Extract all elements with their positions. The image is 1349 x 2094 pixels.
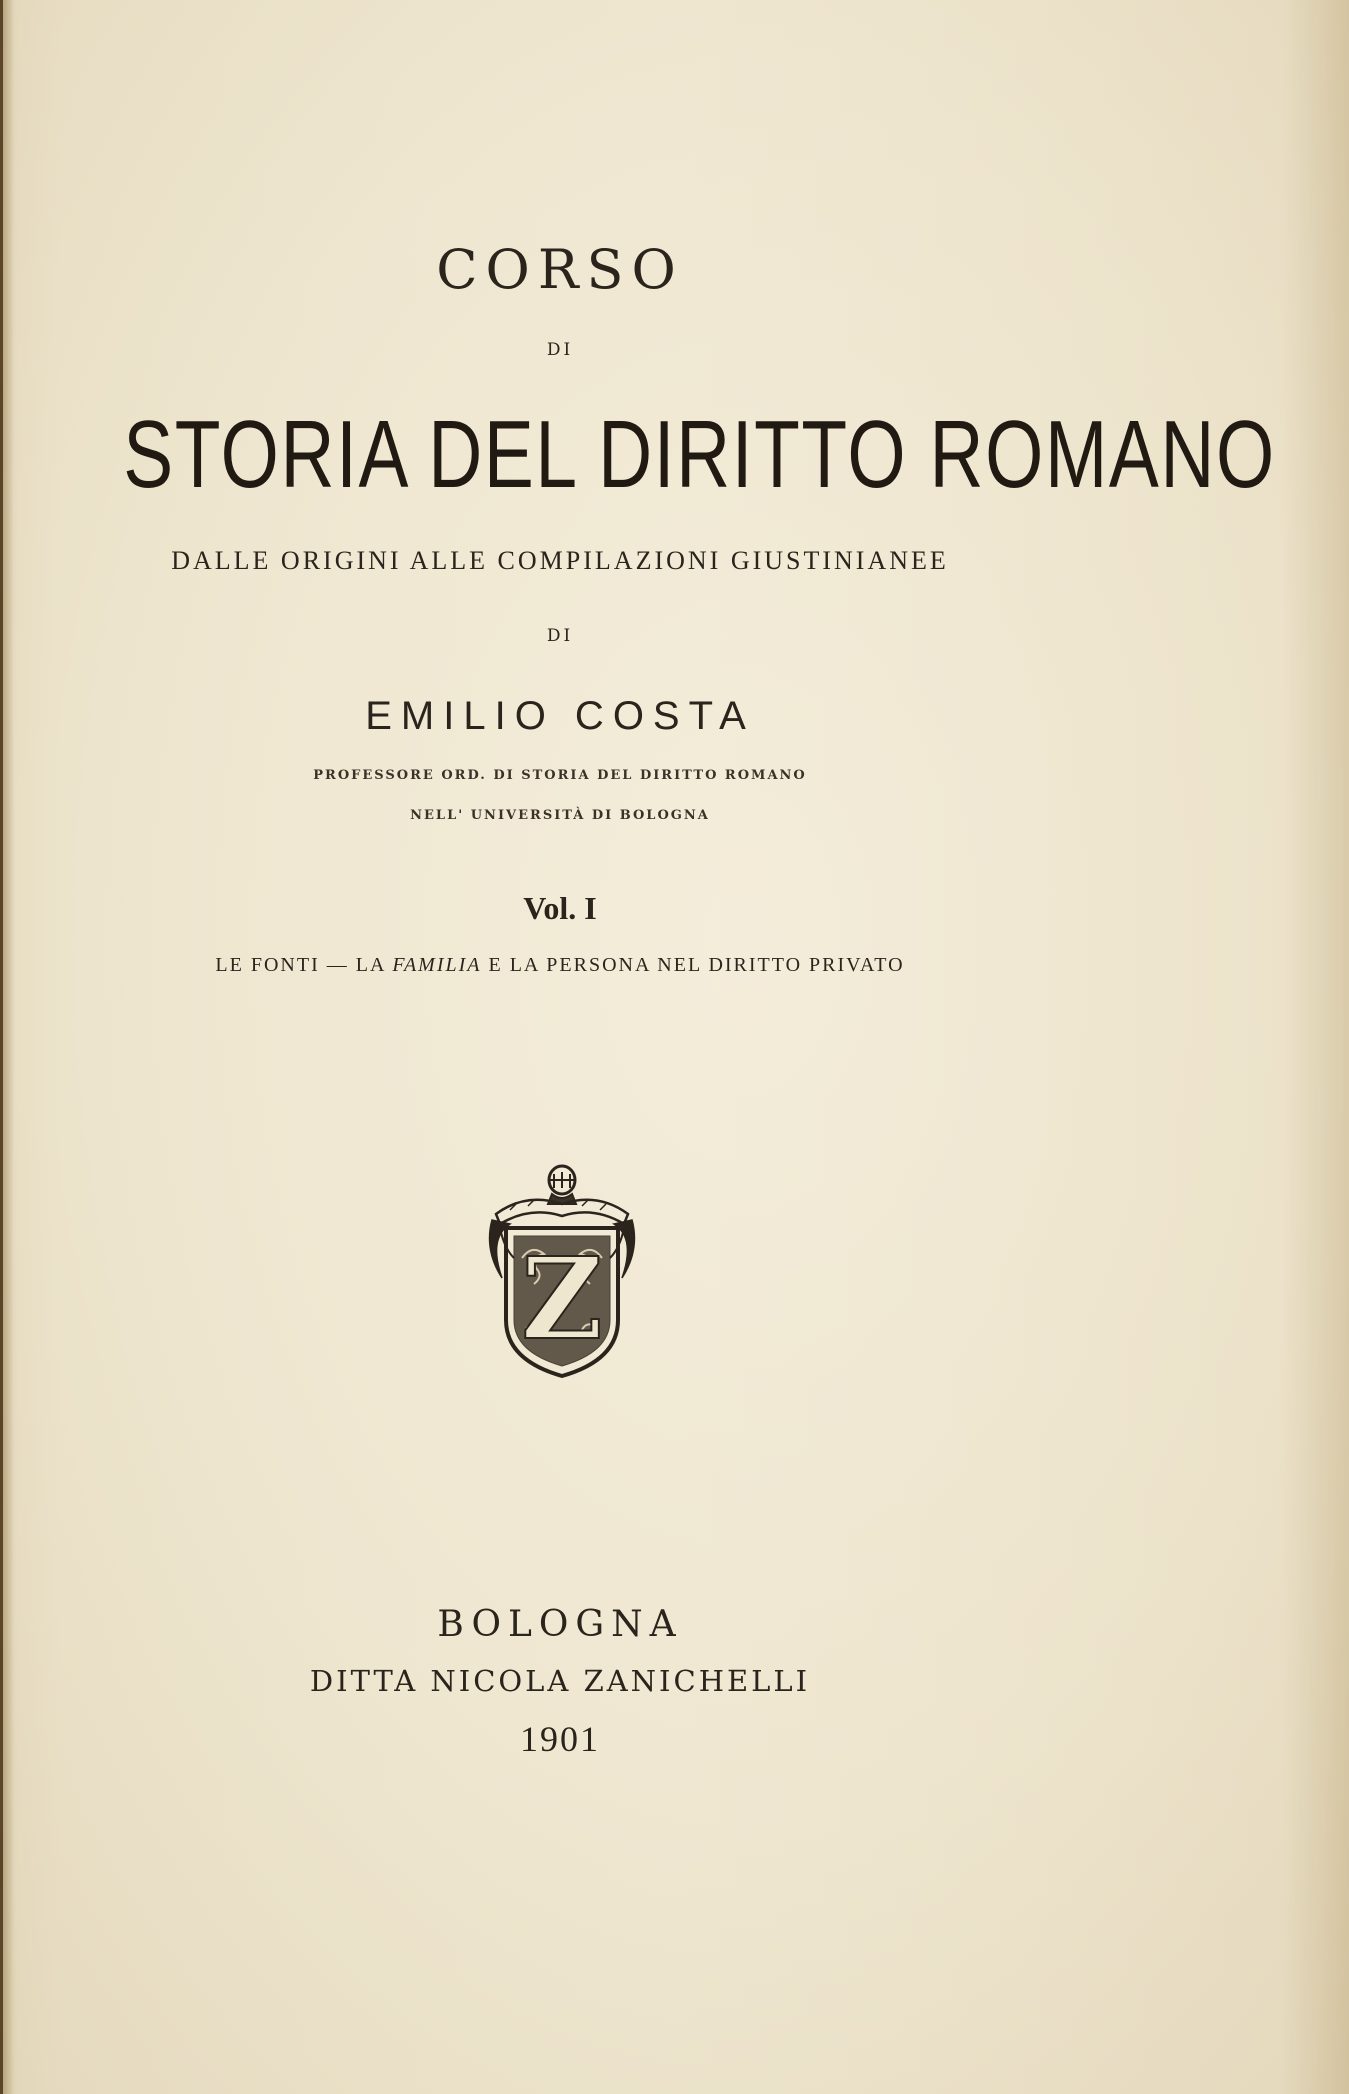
di-connector-1: DI	[546, 340, 574, 360]
subtitle: DALLE ORIGINI ALLE COMPILAZIONI GIUSTINIANEE	[171, 546, 949, 575]
volume-contents	[0, 954, 1120, 977]
author-title-line-1: PROFESSORE ORD. DI STORIA DEL DIRITTO ROMANO	[313, 768, 807, 783]
main-title: STORIA DEL DIRITTO ROMANO	[123, 401, 1276, 508]
contents-italic-familia: FAMILIA	[392, 954, 482, 976]
corso-heading: CORSO	[436, 238, 684, 301]
volume-label: Vol. I	[523, 890, 597, 926]
publisher-crest-icon	[482, 1158, 642, 1378]
contents-part-1: LE FONTI — LA	[215, 954, 393, 976]
publication-city: BOLOGNA	[437, 1604, 683, 1645]
author-name: EMILIO COSTA	[365, 694, 755, 738]
di-connector-2: DI	[546, 626, 574, 646]
crest-letter: Z	[521, 1234, 603, 1365]
publication-year: 1901	[520, 1719, 600, 1759]
page-spine-edge	[0, 0, 3, 2094]
publisher-name: DITTA NICOLA ZANICHELLI	[309, 1664, 811, 1698]
author-title-line-2: NELL' UNIVERSITÀ DI BOLOGNA	[410, 808, 710, 823]
contents-part-2: E LA PERSONA NEL DIRITTO PRIVATO	[481, 954, 905, 976]
